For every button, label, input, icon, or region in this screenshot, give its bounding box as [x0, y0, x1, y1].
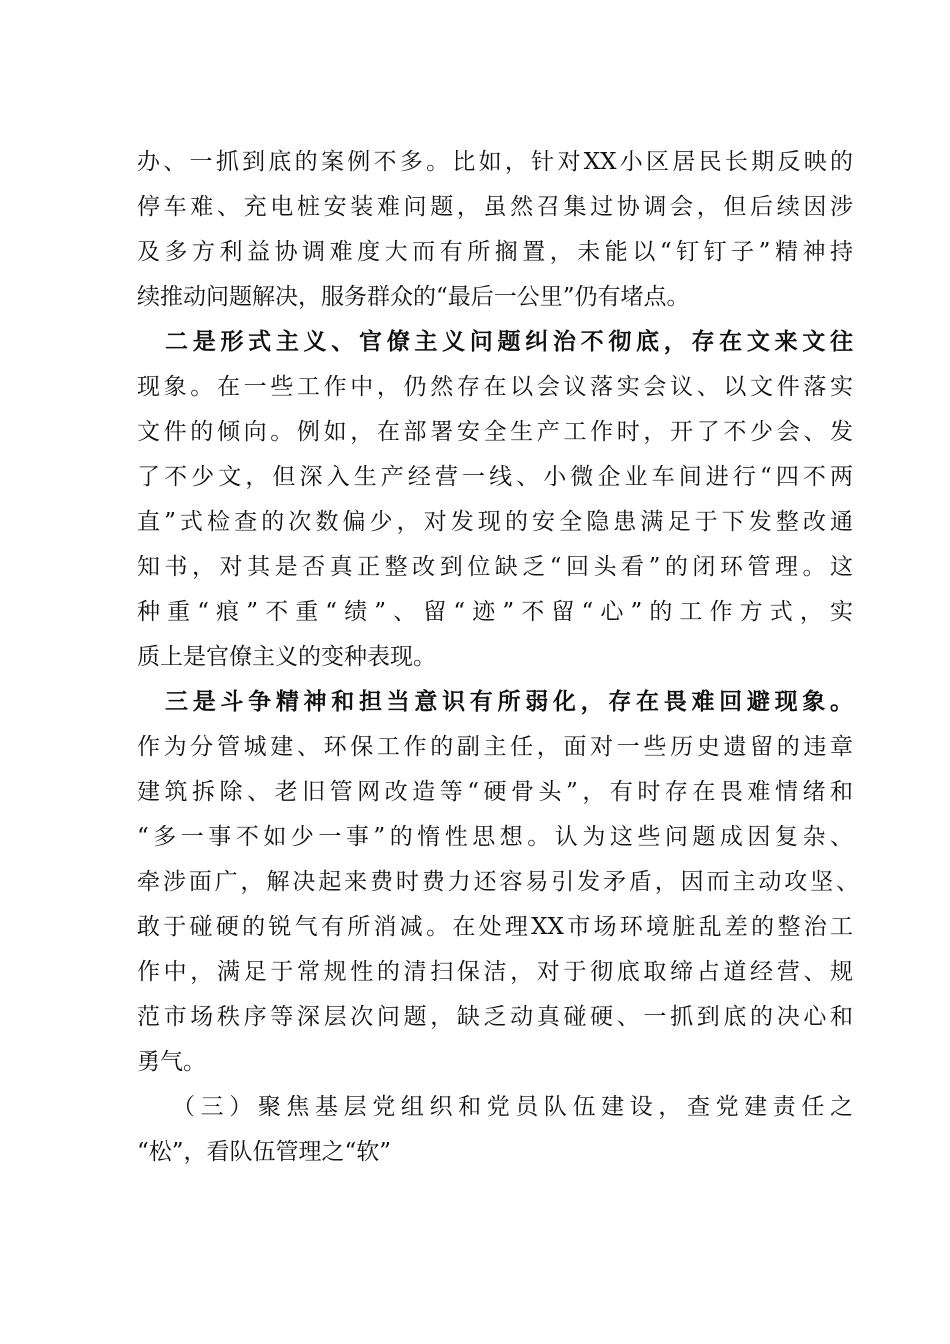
text-line: 续推动问题解决，服务群众的“最后一公里”仍有堵点。	[137, 284, 690, 310]
text-line: 质上是官僚主义的变种表现。	[137, 644, 436, 670]
text-line: 文件的倾向。例如，在部署安全生产工作时，开了不少会、发	[137, 419, 853, 445]
point-lead: 三是斗争精神和担当意识有所弱化，存在畏难回避现象。	[165, 688, 853, 715]
text-line: 及多方利益协调难度大而有所搁置，未能以“钉钉子”精神持	[137, 239, 853, 265]
point-lead: 二是形式主义、官僚主义问题纠治不彻底，存在文来文往	[165, 328, 853, 355]
text-line: 建筑拆除、老旧管网改造等“硬骨头”，有时存在畏难情绪和	[137, 779, 853, 805]
text-line: 范市场秩序等深层次问题，缺乏动真碰硬、一抓到底的决心和	[137, 1004, 853, 1030]
text-line: 勇气。	[137, 1049, 206, 1075]
text-line: 敢于碰硬的锐气有所消减。在处理XX市场环境脏乱差的整治工	[137, 914, 853, 940]
section-heading-cont: “松”，看队伍管理之“软”	[137, 1139, 392, 1165]
text-line: 作中，满足于常规性的清扫保洁，对于彻底取缔占道经营、规	[137, 959, 853, 985]
text-line: “多一事不如少一事”的惰性思想。认为这些问题成因复杂、	[137, 824, 853, 850]
text-line: 现象。在一些工作中，仍然存在以会议落实会议、以文件落实	[137, 374, 853, 400]
text-line: 种重“痕”不重“绩”、留“迹”不留“心”的工作方式，实	[137, 599, 853, 625]
text-line: 了不少文，但深入生产经营一线、小微企业车间进行“四不两	[137, 464, 853, 490]
text-line: 作为分管城建、环保工作的副主任，面对一些历史遗留的违章	[137, 734, 853, 760]
text-line: 直”式检查的次数偏少，对发现的安全隐患满足于下发整改通	[137, 509, 853, 535]
text-line: 停车难、充电桩安装难问题，虽然召集过协调会，但后续因涉	[137, 194, 853, 220]
text-line: 办、一抓到底的案例不多。比如，针对XX小区居民长期反映的	[137, 149, 853, 175]
text-line: 知书，对其是否真正整改到位缺乏“回头看”的闭环管理。这	[137, 554, 853, 580]
section-heading: （三）聚焦基层党组织和党员队伍建设，查党建责任之	[172, 1094, 853, 1120]
text-line: 牵涉面广，解决起来费时费力还容易引发矛盾，因而主动攻坚、	[137, 869, 859, 895]
